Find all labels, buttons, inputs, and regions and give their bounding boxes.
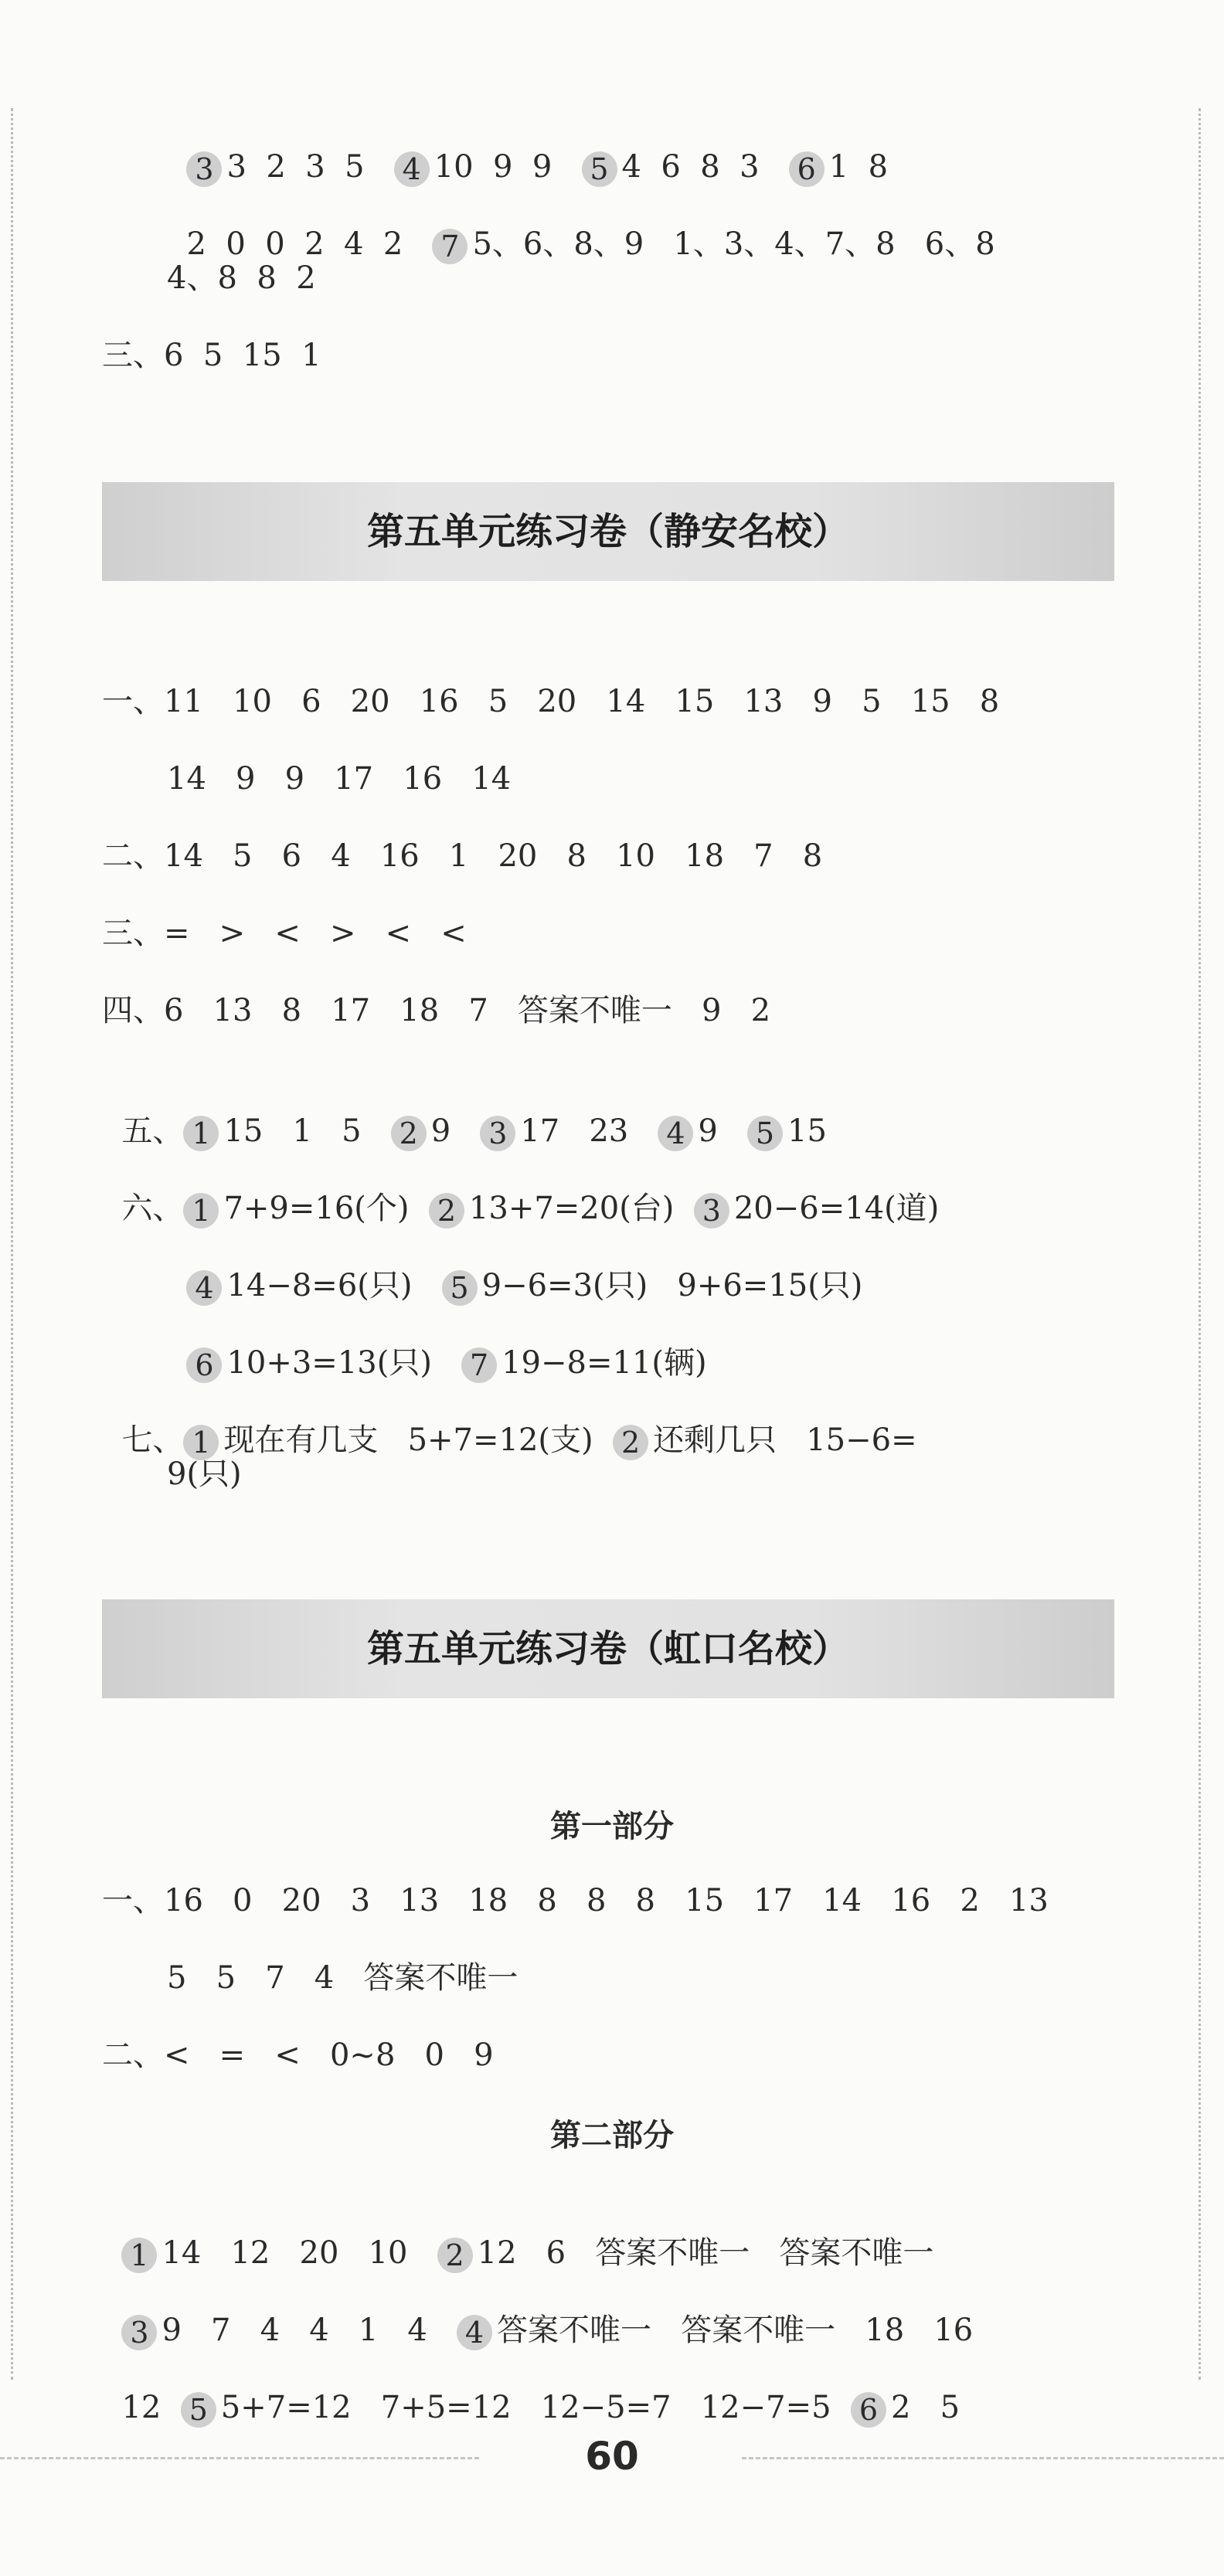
question-number-badge: 4 — [658, 1116, 693, 1151]
answer-line: 3 3 2 3 5 4 10 9 9 5 4 6 8 3 6 1 8 — [167, 102, 888, 189]
question-number-badge: 2 — [429, 1193, 464, 1229]
answer-line: 14 9 9 17 16 14 — [167, 761, 512, 797]
answer-line: 5 5 7 4 答案不唯一 — [167, 1960, 518, 1996]
question-number-badge: 2 — [437, 2238, 473, 2273]
question-number-badge: 4 — [394, 151, 430, 187]
answer-line: 12 5 5+7=12 7+5=12 12−5=7 12−7=5 6 2 5 — [121, 2390, 960, 2427]
left-dotted-margin — [11, 108, 13, 2380]
question-number-badge: 5 — [582, 151, 617, 187]
question-number-badge: 5 — [181, 2392, 216, 2428]
question-number-badge: 1 — [183, 1425, 219, 1460]
page-number: 60 — [585, 2434, 639, 2479]
question-number-badge: 7 — [461, 1347, 497, 1383]
question-number-badge: 7 — [432, 229, 468, 264]
answer-line: 4 14−8=6(只) 5 9−6=3(只) 9+6=15(只) — [167, 1221, 862, 1307]
question-number-badge: 5 — [747, 1116, 783, 1151]
answer-line: 1 14 12 20 10 2 12 6 答案不唯一 答案不唯一 — [102, 2188, 933, 2275]
question-number-badge: 3 — [186, 151, 222, 187]
question-number-badge: 2 — [613, 1425, 648, 1460]
question-number-badge: 2 — [391, 1116, 427, 1151]
question-number-badge: 4 — [457, 2315, 492, 2350]
question-number-badge: 3 — [480, 1116, 515, 1151]
question-number-badge: 1 — [121, 2238, 157, 2273]
answer-line: 3 9 7 4 4 1 4 4 答案不唯一 答案不唯一 18 16 — [102, 2265, 973, 2352]
answer-line: 三、6 5 15 1 — [102, 338, 321, 373]
answer-line: 二、< = < 0~8 0 9 — [102, 2037, 494, 2073]
question-number-badge: 1 — [183, 1193, 219, 1229]
question-number-badge: 6 — [851, 2392, 886, 2428]
question-number-badge: 3 — [694, 1193, 729, 1229]
answer-line: 三、= > < > < < — [102, 916, 467, 951]
question-number-badge: 4 — [186, 1270, 222, 1306]
section-title-banner: 第五单元练习卷（虹口名校） — [102, 1599, 1114, 1698]
question-number-badge: 6 — [789, 151, 824, 187]
question-number-badge: 1 — [183, 1116, 219, 1151]
question-number-badge: 3 — [121, 2315, 157, 2350]
answer-line: 四、6 13 8 17 18 7 答案不唯一 9 2 — [102, 993, 771, 1028]
section-title-banner: 第五单元练习卷（静安名校） — [102, 482, 1114, 581]
answer-line: 6 10+3=13(只) 7 19−8=11(辆) — [167, 1298, 707, 1385]
question-number-badge: 6 — [186, 1347, 222, 1383]
answer-line: 一、11 10 6 20 16 5 20 14 15 13 9 5 15 8 — [102, 684, 1000, 719]
answer-line: 9(只) — [167, 1456, 242, 1492]
answer-line: 六、 1 7+9=16(个) 2 13+7=20(台) 3 20−6=14(道) — [121, 1191, 940, 1228]
answer-line: 五、 1 15 1 5 2 9 3 17 23 4 9 5 15 — [121, 1113, 827, 1150]
answer-line: 七、 1 现在有几支 5+7=12(支) 2 还剩几只 15−6= — [121, 1422, 917, 1460]
part-heading: 第一部分 — [550, 1809, 674, 1844]
question-number-badge: 5 — [442, 1270, 478, 1306]
right-dotted-margin — [1198, 108, 1201, 2380]
answer-line: 二、14 5 6 4 16 1 20 8 10 18 7 8 — [102, 838, 823, 874]
answer-line: 一、16 0 20 3 13 18 8 8 8 15 17 14 16 2 13 — [102, 1883, 1049, 1918]
part-heading: 第二部分 — [550, 2118, 674, 2153]
answer-line: 4、8 8 2 — [167, 260, 316, 296]
answer-line: 2 0 0 2 4 2 7 5、6、8、9 1、3、4、7、8 6、8 — [186, 226, 995, 263]
